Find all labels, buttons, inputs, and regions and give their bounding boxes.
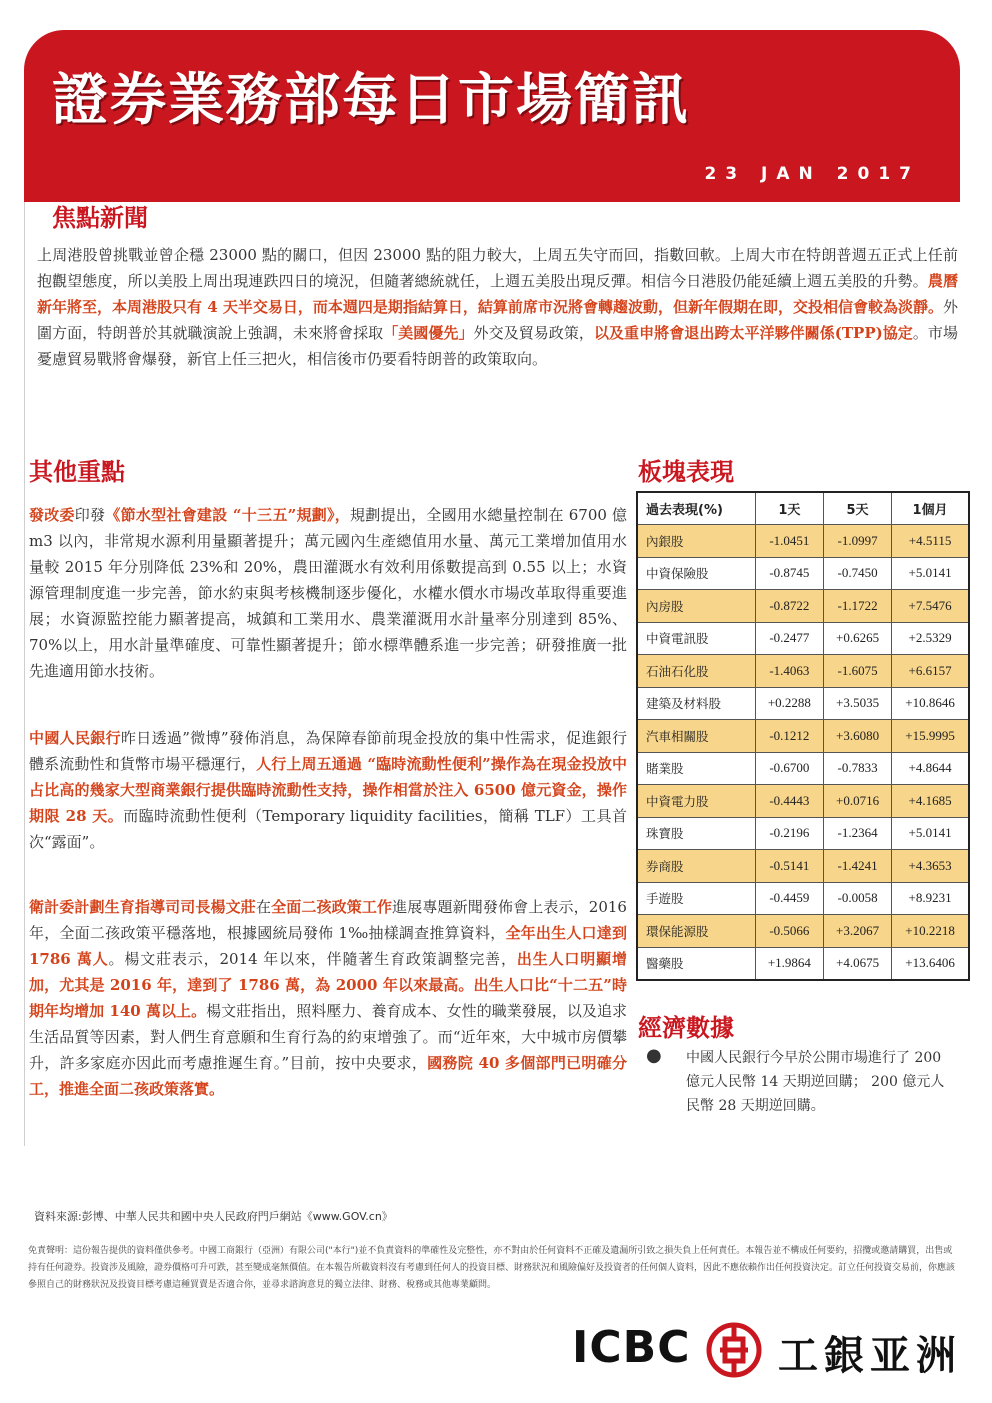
bullet-icon: ● <box>646 1045 662 1066</box>
sector-name: 中資電訊股 <box>637 622 755 655</box>
highlight-item-pboc <box>29 725 627 855</box>
disclaimer: 免責聲明：這份報告提供的資料僅供參考。中國工商銀行（亞洲）有限公司("本行")並不負責資料的準確性及完整性，亦不對由於任何資料不正確及遺漏所引致之損失負上任何責任。本報告並不構成任何要約，招攬或邀請購買，出售或持有任何證券。投資涉及風險，證券價格可升可跌，甚至變成毫無價值。在本報告所載資料沒有考慮到任何人的投資目標、財務狀況和風險偏好及投資者的任何個人資料，因此不應依賴作出任何投資決定。訂立任何投資交易前，你應該參照自己的財務狀況及投資目標考慮這種買賣是否適合你，並尋求諮詢意見的獨立法律、財務、稅務或其他專業顧問。 <box>28 1246 956 1290</box>
sector-performance-table <box>636 491 970 981</box>
one-month-change: +8.9231 <box>892 882 969 915</box>
sector-name: 建築及材料股 <box>637 687 755 720</box>
five-day-change: +0.0716 <box>823 785 891 818</box>
column-header: 1天 <box>755 492 823 525</box>
column-header: 過去表現(%) <box>637 492 755 525</box>
table-row <box>637 817 969 850</box>
table-row <box>637 720 969 753</box>
one-day-change: -0.6700 <box>755 752 823 785</box>
ndrc-text-2: 規劃提出，全國用水總量控制在 6700 億 m3 以內，非常規水源利用量顯著提升；萬元國內生產總值用水量、萬元工業增加值用水量較 2015 年分別降低 23%和 20%，農田灌溉水有效利用係數提高到 0.55 以上；水資源管理制度進一步完善，節水約束與考核機制逐步優化，水權水價水市場改革取得重要進展；水資源監控能力顯著提高，城鎮和工業用水、農業灌溉用水計量率分別達到 85%、70%以上，用水計量準確度、可靠性顯著提升；節水標準體系進一步完善；研發推廣一批先進適用節水技術。 <box>29 506 627 680</box>
nhfpc-births-increase: 出生人口明顯增加，尤其是 2016 年，達到了 1786 萬，為 2000 年以來最高。出生人口比“十二五”時期年均增加 140 萬以上。 <box>29 950 627 1020</box>
one-day-change: -0.4459 <box>755 882 823 915</box>
focus-highlight-1: 農曆新年將至，本周港股只有 4 天半交易日，而本週四是期指結算日，結算前席市況將會轉趨波動，但新年假期在即，交投相信會較為淡靜。 <box>37 272 958 316</box>
table-row <box>637 752 969 785</box>
nhfpc-text-1: 在 <box>255 898 272 916</box>
sector-name: 中資電力股 <box>637 785 755 818</box>
sector-name: 賭業股 <box>637 752 755 785</box>
nhfpc-text-2: 進展專題新聞發佈會上表示，2016 年，全面二孩政策平穩落地，根據國統局發佈 1‰抽樣調查推算資料， <box>29 898 627 942</box>
sector-name: 珠寶股 <box>637 817 755 850</box>
focus-highlight-3: 以及重申將會退出跨太平洋夥伴關係(TPP)協定 <box>593 324 913 342</box>
one-month-change: +15.9995 <box>892 720 969 753</box>
table-row <box>637 557 969 590</box>
one-month-change: +10.2218 <box>892 915 969 948</box>
nhfpc-state-council: 國務院 40 多個部門已明確分工，推進全面二孩政策落實。 <box>29 1054 627 1098</box>
table-row <box>637 655 969 688</box>
pboc-name: 中國人民銀行 <box>29 729 121 747</box>
economic-data-heading: 經濟數據 <box>638 1014 734 1042</box>
one-day-change: -0.5066 <box>755 915 823 948</box>
ndrc-plan-title: 《節水型社會建設 “十三五”規劃》， <box>105 506 351 524</box>
five-day-change: -0.7833 <box>823 752 891 785</box>
one-month-change: +4.3653 <box>892 850 969 883</box>
five-day-change: -1.1722 <box>823 590 891 623</box>
five-day-change: +3.6080 <box>823 720 891 753</box>
five-day-change: -0.7450 <box>823 557 891 590</box>
report-date: 23 JAN 2017 <box>704 164 920 184</box>
icbc-logo <box>572 1318 962 1378</box>
one-month-change: +10.8646 <box>892 687 969 720</box>
five-day-change: +4.0675 <box>823 947 891 980</box>
page-title: 證券業務部每日市場簡訊 <box>52 68 690 133</box>
one-day-change: -0.8722 <box>755 590 823 623</box>
one-day-change: -1.0451 <box>755 525 823 558</box>
one-month-change: +2.5329 <box>892 622 969 655</box>
nhfpc-text-4: 楊文莊指出，照料壓力、養育成本、女性的職業發展，以及追求生活品質等因素，對人們生育意願和生育行為的約束增強了。而“近年來，大中城市房價攀升，許多家庭亦因此而考慮推遲生育。”目前，按中央要求， <box>29 1002 627 1072</box>
table-row <box>637 882 969 915</box>
table-row <box>637 915 969 948</box>
nhfpc-policy: 全面二孩政策工作 <box>271 898 393 916</box>
one-month-change: +4.1685 <box>892 785 969 818</box>
one-month-change: +7.5476 <box>892 590 969 623</box>
sector-name: 手遊股 <box>637 882 755 915</box>
table-row <box>637 525 969 558</box>
table-row <box>637 622 969 655</box>
focus-highlight-2: 「美國優先」 <box>383 324 474 342</box>
five-day-change: -1.4241 <box>823 850 891 883</box>
one-month-change: +13.6406 <box>892 947 969 980</box>
ndrc-text-1: 印發 <box>74 506 106 524</box>
focus-text-1: 上周港股曾挑戰並曾企穩 23000 點的關口，但因 23000 點的阻力較大，上周五失守而回，指數回軟。上周大市在特朗普週五正式上任前抱觀望態度，所以美股上周出現連跌四日的境況，但隨著總統就任，上週五美股出現反彈。相信今日港股仍能延續上週五美股的升勢。 <box>37 246 958 290</box>
one-day-change: +0.2288 <box>755 687 823 720</box>
ndrc-name: 發改委 <box>29 506 75 524</box>
logo-text-en: ICBC <box>572 1322 691 1373</box>
pboc-highlight: 人行上周五通過 “臨時流動性便利”操作為在現金投放中占比高的幾家大型商業銀行提供臨時流動性支持，操作相當於注入 6500 億元資金，操作期限 28 天。 <box>29 755 627 825</box>
one-day-change: -0.2477 <box>755 622 823 655</box>
highlight-item-ndrc <box>29 502 627 684</box>
column-header: 1個月 <box>892 492 969 525</box>
five-day-change: -1.2364 <box>823 817 891 850</box>
one-month-change: +5.0141 <box>892 817 969 850</box>
sector-name: 中資保險股 <box>637 557 755 590</box>
five-day-change: +3.2067 <box>823 915 891 948</box>
table-row <box>637 850 969 883</box>
five-day-change: -0.0058 <box>823 882 891 915</box>
nhfpc-official: 衛計委計劃生育指導司司長楊文莊 <box>29 898 256 916</box>
focus-text-3: 外交及貿易政策， <box>473 324 594 342</box>
one-day-change: -0.2196 <box>755 817 823 850</box>
one-day-change: +1.9864 <box>755 947 823 980</box>
focus-text-2: 外圍方面，特朗普於其就職演說上強調，未來將會採取 <box>37 298 958 342</box>
data-source: 資料來源:彭博、中華人民共和國中央人民政府門戶網站《www.GOV.cn》 <box>34 1210 393 1223</box>
one-day-change: -1.4063 <box>755 655 823 688</box>
table-row <box>637 590 969 623</box>
sector-name: 內銀股 <box>637 525 755 558</box>
sector-name: 內房股 <box>637 590 755 623</box>
one-month-change: +6.6157 <box>892 655 969 688</box>
one-month-change: +5.0141 <box>892 557 969 590</box>
one-day-change: -0.1212 <box>755 720 823 753</box>
column-header: 5天 <box>823 492 891 525</box>
economic-data-item <box>646 1046 956 1118</box>
pboc-text-1: 昨日透過”微博”發佈消息，為保障春節前現金投放的集中性需求，促進銀行體系流動性和貨幣市場平穩運行， <box>29 729 627 773</box>
table-row <box>637 687 969 720</box>
one-day-change: -0.5141 <box>755 850 823 883</box>
pboc-text-2: 而臨時流動性便利（Temporary liquidity facilities，簡稱 TLF）工具首次“露面”。 <box>29 807 627 851</box>
five-day-change: -1.0997 <box>823 525 891 558</box>
sector-name: 環保能源股 <box>637 915 755 948</box>
one-day-change: -0.4443 <box>755 785 823 818</box>
five-day-change: -1.6075 <box>823 655 891 688</box>
sector-performance-heading: 板塊表現 <box>638 458 734 486</box>
one-month-change: +4.5115 <box>892 525 969 558</box>
sector-name: 醫藥股 <box>637 947 755 980</box>
focus-news-paragraph <box>37 242 958 372</box>
focus-text-4: 。市場憂慮貿易戰將會爆發，新官上任三把火，相信後市仍要看特朗普的政策取向。 <box>37 324 958 368</box>
sector-table-body <box>637 525 969 980</box>
sector-name: 汽車相關股 <box>637 720 755 753</box>
table-row <box>637 947 969 980</box>
icbc-seal-icon <box>706 1322 762 1378</box>
other-highlights-heading: 其他重點 <box>29 458 125 486</box>
highlight-item-nhfpc <box>29 894 627 1102</box>
one-day-change: -0.8745 <box>755 557 823 590</box>
focus-news-heading: 焦點新聞 <box>52 204 148 232</box>
table-row <box>637 785 969 818</box>
left-margin-line <box>24 202 25 1146</box>
economic-data-text: 中國人民銀行今早於公開市場進行了 200 億元人民幣 14 天期逆回購； 200 億元人民幣 28 天期逆回購。 <box>686 1050 945 1114</box>
table-header-row <box>637 492 969 525</box>
logo-text-zh: 工銀亚洲 <box>778 1333 962 1379</box>
sector-name: 石油石化股 <box>637 655 755 688</box>
nhfpc-births: 全年出生人口達到 1786 萬人 <box>29 924 627 968</box>
one-month-change: +4.8644 <box>892 752 969 785</box>
sector-name: 券商股 <box>637 850 755 883</box>
nhfpc-text-3: 。楊文莊表示，2014 年以來，伴隨著生育政策調整完善， <box>108 950 517 968</box>
five-day-change: +3.5035 <box>823 687 891 720</box>
five-day-change: +0.6265 <box>823 622 891 655</box>
